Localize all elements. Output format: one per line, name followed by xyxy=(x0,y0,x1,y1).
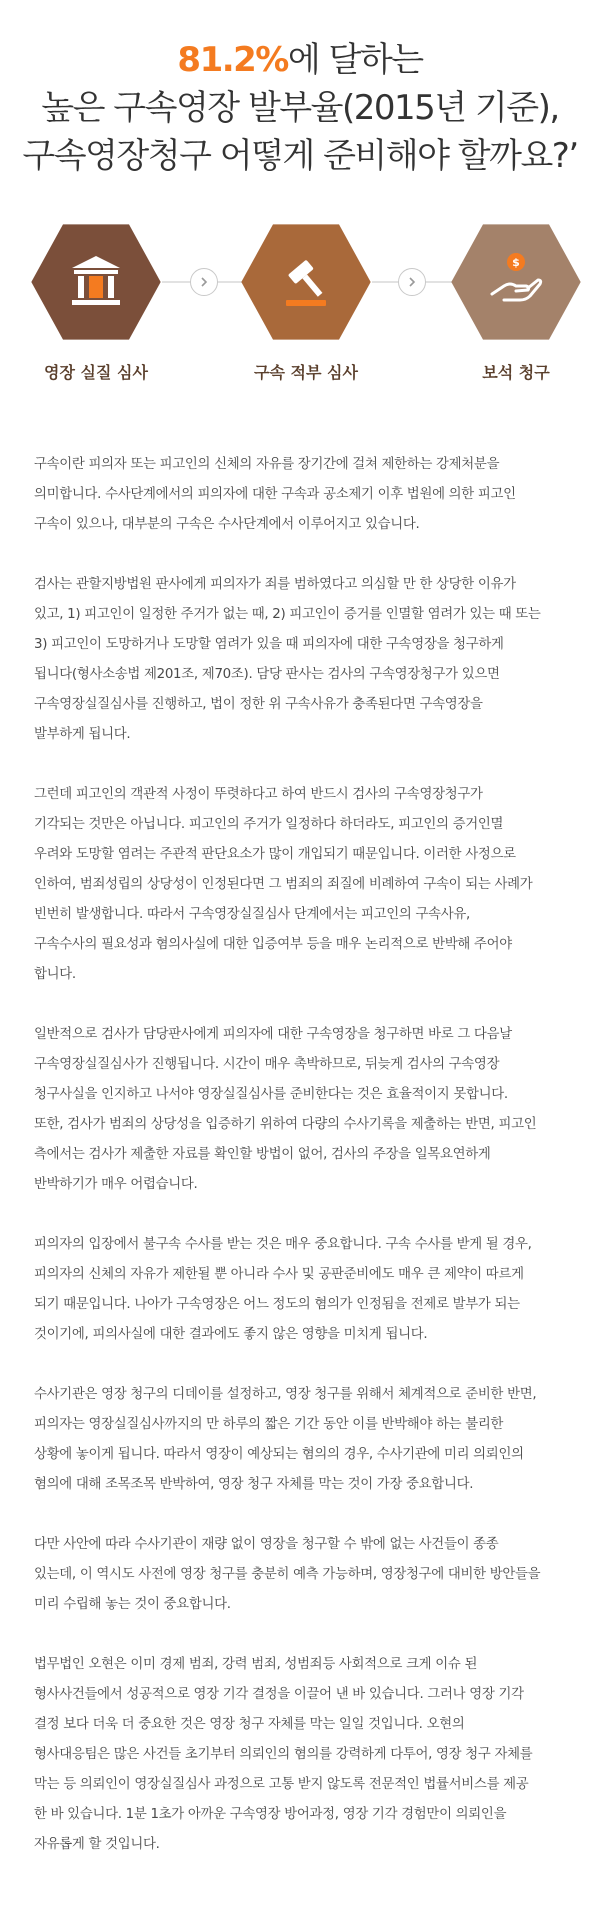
body-line: 3) 피고인이 도망하거나 도망할 염려가 있을 때 피의자에 대한 구속영장을 청구하게 xyxy=(34,637,504,652)
headline-line-3: 구속영장청구 어떻게 준비해야 할까요?’ xyxy=(22,136,578,176)
body-paragraph xyxy=(34,1230,574,1350)
body-paragraph xyxy=(34,450,574,540)
headline-line-1-rest: 에 달하는 xyxy=(287,40,423,80)
body-line: 혐의에 대해 조목조목 반박하여, 영장 청구 자체를 막는 것이 가장 중요합니다. xyxy=(34,1477,474,1492)
body-line: 형사사건들에서 성공적으로 영장 기각 결정을 이끌어 낸 바 있습니다. 그러나 영장 기각 xyxy=(34,1687,524,1702)
body-line: 일반적으로 검사가 담당판사에게 피의자에 대한 구속영장을 청구하면 바로 그 다음날 xyxy=(34,1027,512,1042)
body-line: 수사기관은 영장 청구의 디데이를 설정하고, 영장 청구를 위해서 체계적으로 준비한 반면, xyxy=(34,1387,537,1402)
body-line: 빈번히 발생합니다. 따라서 구속영장실질심사 단계에서는 피고인의 구속사유, xyxy=(34,907,470,922)
body-line: 미리 수립해 놓는 것이 중요합니다. xyxy=(34,1597,231,1612)
headline-highlight: 81.2% xyxy=(177,40,288,80)
body-line: 청구사실을 인지하고 나서야 영장실질심사를 준비한다는 것은 효율적이지 못합니다. xyxy=(34,1087,508,1102)
body-line: 한 바 있습니다. 1분 1초가 아까운 구속영장 방어과정, 영장 기각 경험만이 의뢰인을 xyxy=(34,1807,507,1822)
body-line: 결정 보다 더욱 더 중요한 것은 영장 청구 자체를 막는 일일 것입니다. 오현의 xyxy=(34,1717,465,1732)
step-hexagon-detention-review xyxy=(240,222,372,342)
chevron-right-icon xyxy=(398,268,426,296)
step-label-warrant-review: 영장 실질 심사 xyxy=(44,363,148,382)
gavel-icon xyxy=(276,252,336,312)
body-paragraph xyxy=(34,780,574,990)
body-paragraph xyxy=(34,1530,574,1620)
body-line: 구속영장실질심사가 진행됩니다. 시간이 매우 촉박하므로, 뒤늦게 검사의 구속영장 xyxy=(34,1057,500,1072)
body-paragraph xyxy=(34,1380,574,1500)
body-paragraph xyxy=(34,1650,574,1860)
body-line: 것이기에, 피의사실에 대한 결과에도 좋지 않은 영향을 미치게 됩니다. xyxy=(34,1327,428,1342)
body-line: 구속영장실질심사를 진행하고, 법이 정한 위 구속사유가 충족된다면 구속영장을 xyxy=(34,697,483,712)
body-line: 검사는 관할지방법원 판사에게 피의자가 죄를 범하였다고 의심할 만 한 상당한 이유가 xyxy=(34,577,516,592)
step-label-detention-review: 구속 적부 심사 xyxy=(254,363,358,382)
body-line: 피의자는 영장실질심사까지의 만 하루의 짧은 기간 동안 이를 반박해야 하는 불리한 xyxy=(34,1417,504,1432)
courthouse-icon xyxy=(66,252,126,312)
body-line: 상황에 놓이게 됩니다. 따라서 영장이 예상되는 혐의의 경우, 수사기관에 미리 의뢰인의 xyxy=(34,1447,524,1462)
body-line: 구속이 있으나, 대부분의 구속은 수사단계에서 이루어지고 있습니다. xyxy=(34,517,420,532)
body-line: 그런데 피고인의 객관적 사정이 뚜렷하다고 하여 반드시 검사의 구속영장청구가 xyxy=(34,787,483,802)
body-paragraph xyxy=(34,1020,574,1200)
svg-text:$: $ xyxy=(512,256,520,269)
body-line: 됩니다(형사소송법 제201조, 제70조). 담당 판사는 검사의 구속영장청구가 있으면 xyxy=(34,667,500,682)
body-line: 법무법인 오현은 이미 경제 범죄, 강력 범죄, 성범죄등 사회적으로 크게 이슈 된 xyxy=(34,1657,478,1672)
body-line: 구속이란 피의자 또는 피고인의 신체의 자유를 장기간에 걸쳐 제한하는 강제처분을 xyxy=(34,457,500,472)
body-line: 기각되는 것만은 아닙니다. 피고인의 주거가 일정하다 하더라도, 피고인의 증거인멸 xyxy=(34,817,504,832)
body-line: 있고, 1) 피고인이 일정한 주거가 없는 때, 2) 피고인이 증거를 인멸할 염려가 있는 때 또는 xyxy=(34,607,541,622)
body-line: 자유롭게 할 것입니다. xyxy=(34,1837,160,1852)
body-line: 반박하기가 매우 어렵습니다. xyxy=(34,1177,198,1192)
step-hexagon-bail-request xyxy=(450,222,582,342)
body-line: 구속수사의 필요성과 혐의사실에 대한 입증여부 등을 매우 논리적으로 반박해 주어야 xyxy=(34,937,512,952)
body-paragraph xyxy=(34,570,574,750)
body-line: 형사대응팀은 많은 사건들 초기부터 의뢰인의 혐의를 강력하게 다투어, 영장 청구 자체를 xyxy=(34,1747,533,1762)
body-line: 발부하게 됩니다. xyxy=(34,727,131,742)
body-line: 다만 사안에 따라 수사기관이 재량 없이 영장을 청구할 수 밖에 없는 사건들이 종종 xyxy=(34,1537,499,1552)
body-line: 피의자의 입장에서 불구속 수사를 받는 것은 매우 중요합니다. 구속 수사를 받게 될 경우, xyxy=(34,1237,532,1252)
body-line: 있는데, 이 역시도 사전에 영장 청구를 충분히 예측 가능하며, 영장청구에 대비한 방안들을 xyxy=(34,1567,541,1582)
headline-line-2: 높은 구속영장 발부율(2015년 기준), xyxy=(41,88,559,128)
body-line: 인하여, 범죄성립의 상당성이 인정된다면 그 범죄의 죄질에 비례하여 구속이 되는 사례가 xyxy=(34,877,533,892)
body-line: 막는 등 의뢰인이 영장실질심사 과정으로 고통 받지 않도록 전문적인 법률서비스를 제공 xyxy=(34,1777,529,1792)
headline-line-1 xyxy=(0,36,600,84)
step-label-bail-request: 보석 청구 xyxy=(482,363,550,382)
hand-coin-icon xyxy=(486,252,546,312)
body-line: 피의자의 신체의 자유가 제한될 뿐 아니라 수사 및 공판준비에도 매우 큰 제약이 따르게 xyxy=(34,1267,524,1282)
step-hexagon-warrant-review xyxy=(30,222,162,342)
body-line: 측에서는 검사가 제출한 자료를 확인할 방법이 없어, 검사의 주장을 일목요연하게 xyxy=(34,1147,491,1162)
body-line: 합니다. xyxy=(34,967,76,982)
process-steps xyxy=(0,222,600,392)
body-line: 의미합니다. 수사단계에서의 피의자에 대한 구속과 공소제기 이후 법원에 의한 피고인 xyxy=(34,487,516,502)
body-line: 되기 때문입니다. 나아가 구속영장은 어느 정도의 혐의가 인정됨을 전제로 발부가 되는 xyxy=(34,1297,520,1312)
body-line: 또한, 검사가 범죄의 상당성을 입증하기 위하여 다량의 수사기록을 제출하는 반면, 피고인 xyxy=(34,1117,537,1132)
article-body xyxy=(34,450,574,1890)
body-line: 우려와 도망할 염려는 주관적 판단요소가 많이 개입되기 때문입니다. 이러한 사정으로 xyxy=(34,847,516,862)
chevron-right-icon xyxy=(190,268,218,296)
headline xyxy=(0,36,600,180)
